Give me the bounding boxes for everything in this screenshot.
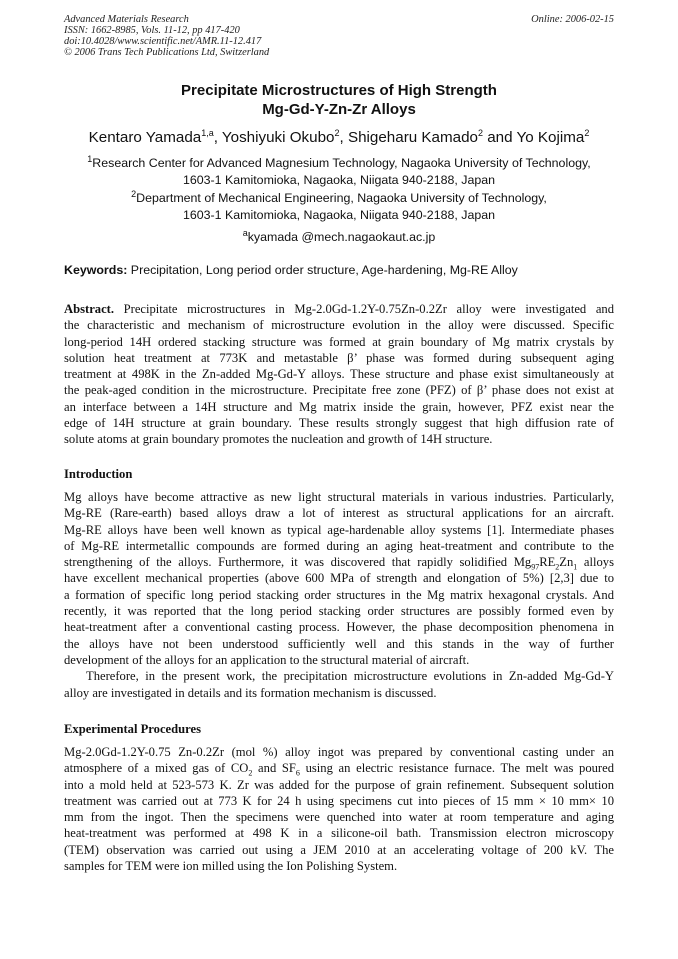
- intro-line: the alloys have not been understood sufficiently well and this stands in the way of further: [64, 636, 614, 651]
- abstract-line: an interface between a 14H structure and Mg matrix inside the grain, however, PFZ exist near the: [64, 399, 614, 414]
- keywords-label: Keywords:: [64, 263, 128, 277]
- intro-line: development of the alloys for an application to the structural material of aircraft.: [64, 652, 470, 667]
- author-affil-sup: 2: [334, 127, 340, 138]
- journal-name: Advanced Materials Research: [64, 14, 189, 25]
- author-list: Kentaro Yamada$^{1,a}$, Yoshiyuki Okubo$^2$, Shigeharu Kamado$^2$ and Yo Kojima$^2$: [88, 127, 590, 146]
- exp-line: heat-treatment was performed at 498 K in a silicone-oil bath. Transmission electron microscopy: [64, 826, 614, 841]
- intro-line: strengthening of the alloys. Furthermore, it was discovered that rapidly solidified $Mg_{97}RE_2Zn_1$ alloys: [64, 555, 614, 572]
- abstract-line: solution heat treatment at 773K and metastable β’ phase was formed during subsequent aging: [64, 350, 614, 365]
- paper-title: [0, 82, 678, 119]
- author-name: Shigeharu Kamado: [347, 129, 478, 146]
- intro-line: a formation of specific long period stacking order structures in the Mg matrix hexagonal crystals. And: [64, 587, 614, 602]
- intro-line: have excellent mechanical properties (above 600 MPa of strength and elongation of 5%) [2,3] due to: [64, 571, 614, 586]
- issn: ISSN: 1662-8985, Vols. 11-12, pp 417-420: [64, 25, 240, 36]
- intro-line: Therefore, in the present work, the precipitation microstructure evolutions in Zn-added Mg-Gd-Y: [86, 669, 614, 684]
- intro-line: Mg-RE alloys have been well known as typical age-hardenable alloy systems [1]. Intermediate phases: [64, 522, 614, 537]
- introduction-heading: Introduction: [64, 467, 133, 481]
- exp-line: treatment was carried out at 773 K for 24 h using specimens cut into pieces of 15 mm × 10 mm× 10: [64, 793, 614, 808]
- author-affil-sup: 2: [584, 127, 590, 138]
- keywords: [64, 263, 518, 277]
- experimental-body: [64, 744, 614, 874]
- exp-line: mm from the ingot. Then the specimens were quenched into water at room temperature and aging: [64, 810, 614, 825]
- abstract: [64, 301, 614, 448]
- abstract-line: the characteristic and mechanism of microstructure evolution in the alloy were discussed. Specific: [64, 318, 614, 333]
- abstract-line: edge of 14H structure at grain boundary. These results strongly suggest that high diffusion rate of: [64, 416, 614, 431]
- intro-line: Mg alloys have become attractive as new light structural materials in various industries. Particularly,: [64, 490, 614, 504]
- title-line-2: Mg-Gd-Y-Zn-Zr Alloys: [262, 100, 416, 118]
- intro-line: recently, it was reported that the long period stacking order structures are possibly formed even by: [64, 604, 614, 619]
- author-affil-sup: 2: [477, 127, 483, 138]
- intro-line: heat-treatment after a conventional casting process. However, the phase decomposition phenomena in: [64, 620, 614, 635]
- author-name: Kentaro Yamada: [88, 129, 202, 146]
- author-name: Yoshiyuki Okubo: [221, 129, 335, 146]
- keywords-text: Precipitation, Long period order structure, Age-hardening, Mg-RE Alloy: [127, 263, 518, 277]
- author-affil-sup: 1,a: [201, 127, 214, 138]
- abstract-line: treatment at 498K in the Zn-added Mg-Gd-Y alloys. These structure and phase exist simultaneously at: [64, 367, 614, 382]
- abstract-line: long-period 14H ordered stacking structure was formed at grain boundary of Mg matrix crystals by: [64, 334, 614, 349]
- author-email: $^a$kyamada @mech.nagaokaut.ac.jp: [242, 227, 436, 244]
- introduction-body: [64, 489, 614, 701]
- online-date: Online: 2006-02-15: [531, 14, 614, 25]
- intro-line: Mg-RE (Rare-earth) based alloys draw a lot of interest as structural applications for an aircraft.: [64, 506, 614, 521]
- title-line-1: Precipitate Microstructures of High Strength: [181, 82, 497, 99]
- copyright: © 2006 Trans Tech Publications Ltd, Switzerland: [64, 47, 270, 58]
- abstract-line: solute atoms at grain boundary promotes the nucleation and growth of 14H structure.: [64, 432, 493, 447]
- abstract-label: Abstract.: [64, 302, 115, 316]
- abstract-line: the peak-aged condition in the microstructure. Precipitate free zone (PFZ) of β’ phase does not exist at: [64, 383, 614, 398]
- doi: doi:10.4028/www.scientific.net/AMR.11-12.417: [64, 36, 262, 47]
- exp-line: atmosphere of a mixed gas of $CO_2$ and $SF_6$ using an electric resistance furnace. The melt was poured: [64, 761, 614, 778]
- intro-line: of Mg-RE intermetallic compounds are formed during an aging heat-treatment and contribute to the: [64, 538, 614, 553]
- author-name: Yo Kojima: [516, 129, 585, 146]
- abstract-line: Abstract. Precipitate microstructures in Mg-2.0Gd-1.2Y-0.75Zn-0.2Zr alloy were investigated and: [64, 302, 614, 316]
- exp-line: (TEM) observation was carried out using a JEM 2010 at an accelerating voltage of 200 kV. The: [64, 842, 614, 857]
- affiliation-1: $^1$Research Center for Advanced Magnesium Technology, Nagaoka University of Technology, 1603-1 Kamitomioka, Nagaoka, Niigata 940-2188, Japan: [87, 153, 591, 187]
- journal-header: [64, 14, 269, 58]
- exp-line: Mg-2.0Gd-1.2Y-0.75 Zn-0.2Zr (mol %) alloy ingot was prepared by conventional casting under an: [64, 745, 614, 759]
- intro-line: alloy are investigated in details and its formation mechanism is discussed.: [64, 685, 437, 700]
- experimental-heading: Experimental Procedures: [64, 722, 201, 736]
- exp-line: into a mold held at 523-573 K. Zr was added for the purpose of grain refinement. Subsequent solution: [64, 777, 614, 792]
- exp-line: samples for TEM were ion milled using the Ion Polishing System.: [64, 859, 398, 874]
- affiliation-2: $^2$Department of Mechanical Engineering, Nagaoka University of Technology, 1603-1 Kamitomioka, Nagaoka, Niigata 940-2188, Japan: [131, 188, 547, 222]
